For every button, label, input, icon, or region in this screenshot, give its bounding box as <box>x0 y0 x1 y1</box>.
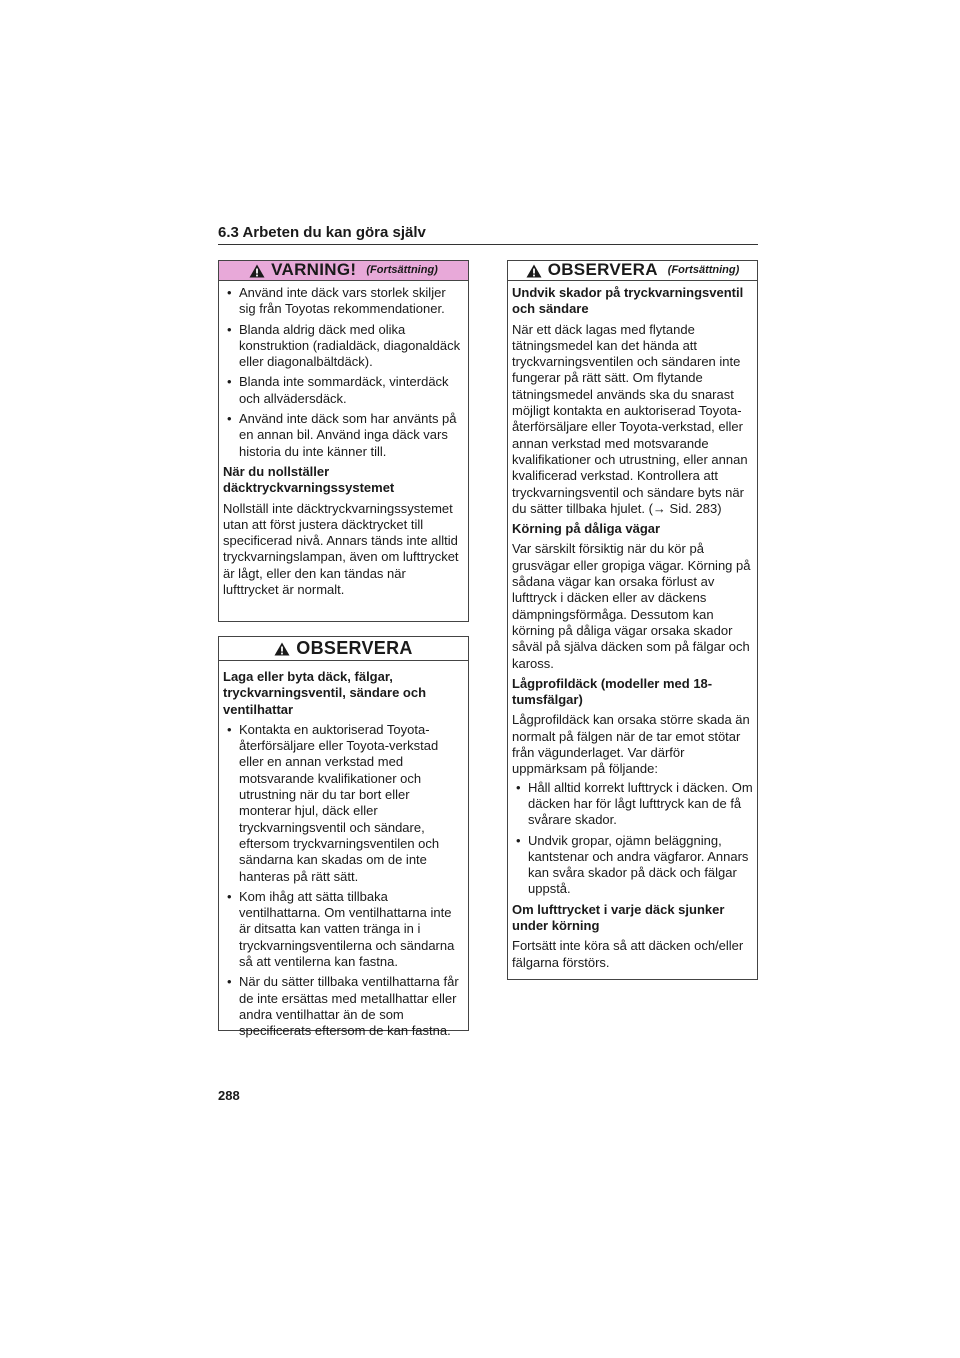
notice-label: OBSERVERA <box>547 260 658 280</box>
roads-text: Var särskilt försiktig när du kör på grusvägar eller gropiga vägar. Körning på sådana vägar kan orsaka förlust av lufttryck i däcken eller av däckens dämpningsförmåga. Dessutom kan körning på dåliga vägar orsaka skador såväl på själva däcken som på fälgar och kaross. <box>512 541 751 671</box>
list-item: • Använd inte däck som har använts på en annan bil. Använd inga däck vars historia du inte känner till. <box>223 411 464 460</box>
reset-text: Nollställ inte däcktryckvarningssystemet utan att först justera däcktrycket till specificerad nivå. Annars tänds inte alltid tryckvarningslampan, även om lufttrycket är lågt, eller den kan tändas när lufttrycket är normalt. <box>223 500 459 598</box>
warning-triangle-icon <box>526 264 542 278</box>
notice-left-bullet-list <box>223 722 464 1040</box>
roads-heading: Körning på dåliga vägar <box>512 521 661 537</box>
warning-triangle-icon <box>274 642 290 656</box>
warning-box <box>218 260 469 622</box>
pressure-heading: Om lufttrycket i varje däck sjunker under körning <box>512 901 725 933</box>
damage-text: När ett däck lagas med flytande tätningsmedel kan det hända att tryckvarningsventilen och sändaren inte fungerar på rätt sätt. Om flytande tätningsmedel används ska du snarast möjligt kontakta en auktoriserad Toyota-återförsäljare eller Toyota-verkstad, eller annan verkstad med motsvarande kvalifikationer och utrustning, eller annan kvalificerad verkstad. Kontrollera att tryckvarningsventil och sändare byts när du sätter tillbaka hjulet. (→ Sid. 283) <box>512 321 748 516</box>
notice-box-left-title <box>219 637 468 661</box>
notice-left-heading: Laga eller byta däck, fälgar, tryckvarningsventil, sändare och ventilhattar <box>223 669 427 717</box>
section-header: 6.3 Arbeten du kan göra själv <box>218 224 758 245</box>
notice-right-content <box>508 281 757 983</box>
notice-left-content <box>219 661 468 1052</box>
warning-triangle-icon <box>249 264 265 278</box>
list-item: • När du sätter tillbaka ventilhattarna får de inte ersättas med metallhattar eller andra ventilhattar än de som specificerats eftersom de kan fastna. <box>223 974 464 1039</box>
notice-box-right <box>507 260 758 980</box>
warning-label: VARNING! <box>271 260 357 280</box>
lowprofile-heading: Lågprofildäck (modeller med 18-tumsfälgar) <box>512 675 713 708</box>
reset-heading: När du nollställer däcktryckvarningssystemet <box>223 463 395 496</box>
list-item: • Blanda aldrig däck med olika konstruktion (radialdäck, diagonaldäck eller diagonalbältdäck). <box>223 322 464 371</box>
continuation-label: (Fortsättning) <box>667 264 740 277</box>
list-item: • Kom ihåg att sätta tillbaka ventilhattarna. Om ventilhattarna inte är ditsatta kan vatten tränga in i tryckvarningsventilerna och sändarna så att ventilerna kan fastna. <box>223 889 464 970</box>
warning-box-title <box>219 261 468 281</box>
pressure-text: Fortsätt inte köra så att däcken och/eller fälgarna förstörs. <box>512 938 744 970</box>
list-item: • Blanda inte sommardäck, vinterdäck och allvädersdäck. <box>223 374 464 407</box>
lowprofile-bullet-list <box>512 780 753 898</box>
continuation-label: (Fortsättning) <box>366 264 438 277</box>
notice-box-left <box>218 636 469 1039</box>
list-item: • Undvik gropar, ojämn beläggning, kantstenar och andra vägfaror. Annars kan svåra skador på däck och fälgar uppstå. <box>512 833 753 898</box>
list-item: • Håll alltid korrekt lufttryck i däcken. Om däcken har för lågt lufttryck kan de få svårare skador. <box>512 780 753 829</box>
notice-label: OBSERVERA <box>296 638 413 659</box>
lowprofile-text: Lågprofildäck kan orsaka större skada än normalt på fälgen när de tar emot stötar från vägunderlaget. Var därför uppmärksam på följande: <box>512 712 750 777</box>
page-number: 288 <box>218 1088 240 1103</box>
list-item: • Kontakta en auktoriserad Toyota-återförsäljare eller Toyota-verkstad eller en annan verkstad med motsvarande kvalifikationer och utrustning när du tar bort eller monterar hjul, däck eller tryckvarningsventil och sändare, eftersom tryckvarningsventilen och sändarna kan skadas om de inte hanteras på rätt sätt. <box>223 722 464 885</box>
warning-content <box>219 281 468 610</box>
notice-box-right-title <box>508 261 757 281</box>
warning-bullet-list <box>223 285 464 460</box>
list-item: • Använd inte däck vars storlek skiljer sig från Toyotas rekommendationer. <box>223 285 464 318</box>
damage-heading: Undvik skador på tryckvarningsventil och sändare <box>512 285 744 317</box>
